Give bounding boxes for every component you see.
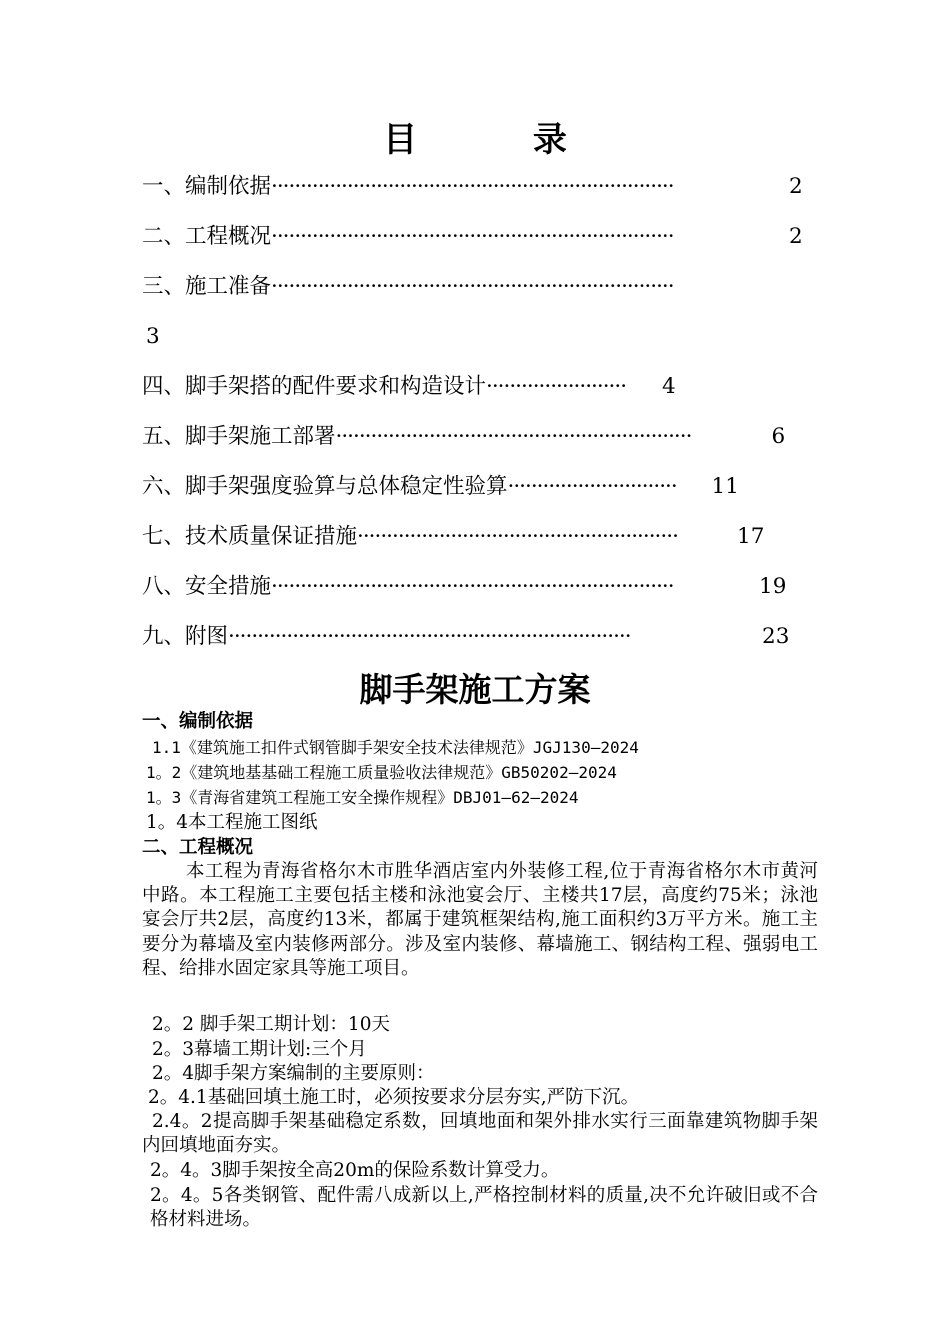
reference-item: 1。3《青海省建筑工程施工安全操作规程》DBJ01—62—2024: [146, 788, 579, 807]
toc-entry[interactable]: 七、技术质量保证措施······················································· 17: [142, 522, 818, 552]
body-line: 2。3幕墙工期计划:三个月: [152, 1039, 367, 1060]
body-paragraph: 2。4。5各类钢管、配件需八成新以上,严格控制材料的质量,决不允许破旧或不合格材料进场。: [150, 1185, 818, 1231]
body-line: 2。4。3脚手架按全高20m的保险系数计算受力。: [150, 1160, 560, 1181]
document-title: 脚手架施工方案: [359, 670, 591, 709]
body-line: 2。4脚手架方案编制的主要原则：: [152, 1063, 435, 1084]
toc-entry[interactable]: 九、附图····································································· 23: [142, 622, 818, 652]
reference-item: 1。2《建筑地基基础工程施工质量验收法律规范》GB50202—2024: [146, 763, 617, 782]
toc-entry[interactable]: 二、工程概况····································································· 2: [142, 222, 818, 252]
toc-entry-page-wrap: 3: [146, 324, 160, 349]
toc-leader: ························: [486, 374, 627, 399]
toc-entry[interactable]: 五、脚手架施工部署····························································· 6: [142, 422, 822, 452]
toc-entry[interactable]: 一、编制依据····································································· 2: [142, 172, 818, 202]
toc-entry[interactable]: 六、脚手架强度验算与总体稳定性验算····························· 11: [142, 472, 818, 502]
toc-leader: ·······················································: [357, 524, 678, 549]
toc-leader: ·····································································: [228, 624, 631, 649]
reference-item: 1.1《建筑施工扣件式钢管脚手架安全技术法律规范》JGJ130—2024: [152, 738, 639, 757]
toc-entry[interactable]: 三、施工准备·····································································: [142, 272, 822, 302]
body-line: 2。4.1基础回填土施工时，必须按要求分层夯实,严防下沉。: [148, 1087, 640, 1108]
body-line: 2。2 脚手架工期计划：10天: [152, 1014, 390, 1035]
toc-leader: ·····························································: [335, 424, 692, 449]
section-heading: 二、工程概况: [142, 837, 254, 858]
toc-leader: ·····································································: [271, 274, 674, 299]
overview-paragraph: 本工程为青海省格尔木市胜华酒店室内外装修工程,位于青海省格尔木市黄河中路。本工程施工主要包括主楼和泳池宴会厅、主楼共17层，高度约75米；泳池宴会厅共2层，高度约13米，都属于建筑框架结构,施工面积约3万平方米。施工主要分为幕墙及室内装修两部分。涉及室内装修、幕墙施工、钢结构工程、强弱电工程、给排水固定家具等施工项目。: [142, 861, 818, 979]
toc-leader: ·····································································: [271, 174, 674, 199]
toc-leader: ·····························: [507, 474, 677, 499]
toc-leader: ·····································································: [271, 574, 674, 599]
toc-entry[interactable]: 八、安全措施····································································· 19: [142, 572, 818, 602]
toc-leader: ·····································································: [271, 224, 674, 249]
toc-title: 目 录: [383, 120, 619, 160]
reference-item: 1。4本工程施工图纸: [146, 812, 318, 833]
body-paragraph: 2.4。2提高脚手架基础稳定系数，回填地面和架外排水实行三面靠建筑物脚手架内回填地面夯实。: [142, 1111, 818, 1157]
toc-entry[interactable]: 四、脚手架搭的配件要求和构造设计························4: [142, 372, 782, 402]
section-heading: 一、编制依据: [142, 711, 254, 732]
